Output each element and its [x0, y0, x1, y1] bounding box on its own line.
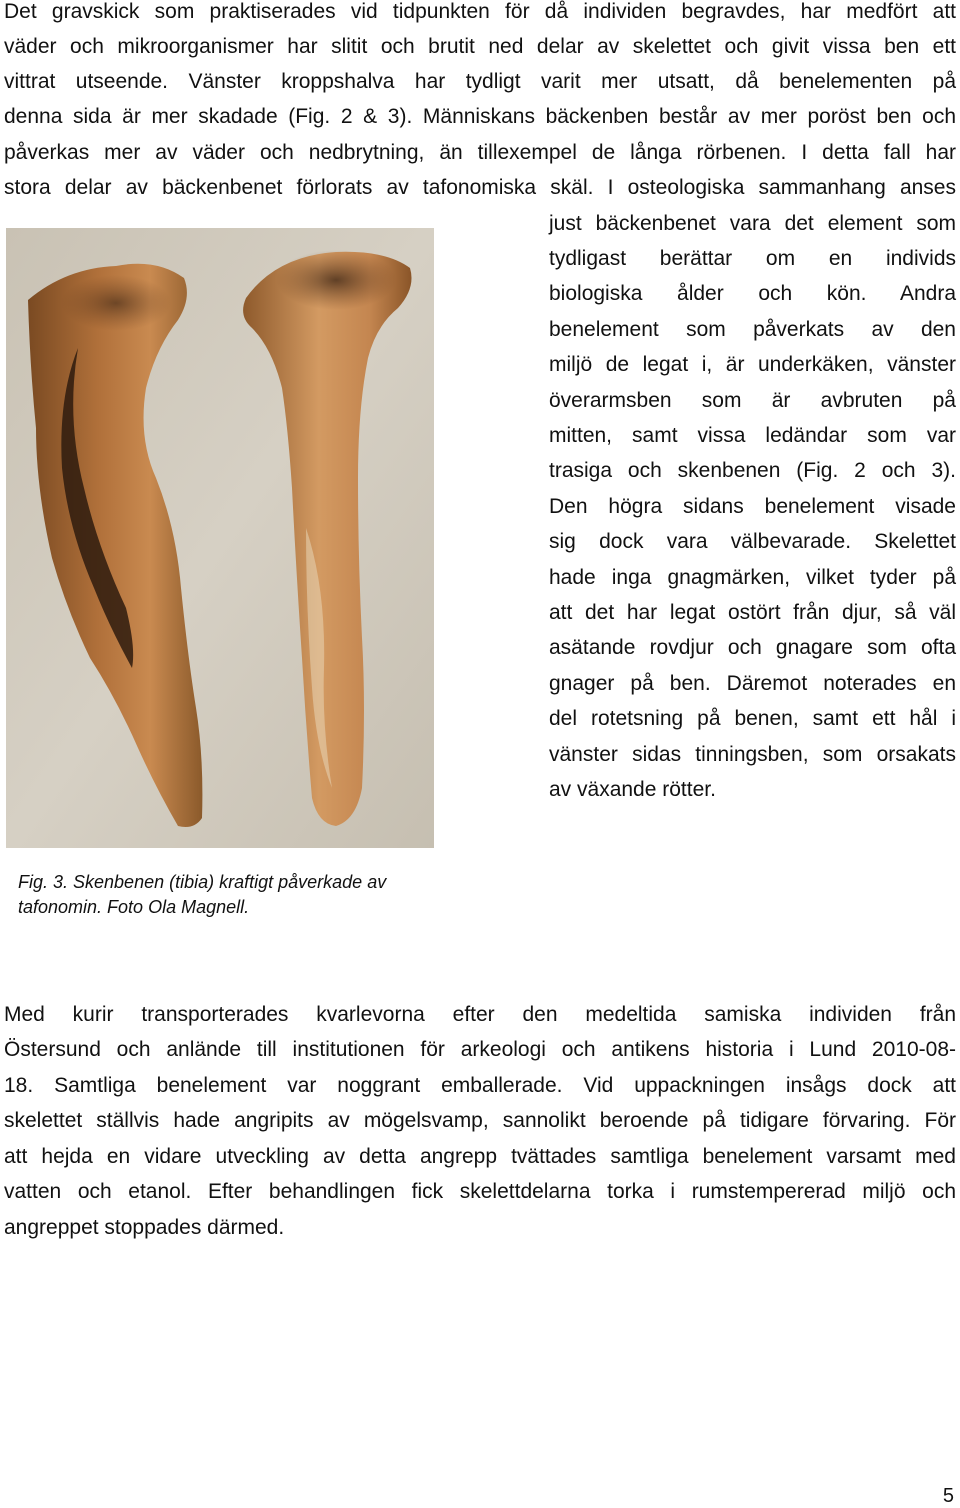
page-number: 5	[942, 1485, 954, 1507]
paragraph-2-line-7: angreppet stoppades därmed.	[4, 1216, 285, 1239]
paragraph-1-line-10: benelement som påverkats av den	[549, 318, 956, 341]
figure-caption-line-2: tafonomin. Foto Ola Magnell.	[18, 897, 250, 917]
paragraph-1-line-12: överarmsben som är avbruten på	[549, 389, 956, 412]
paragraph-1-line-15: Den högra sidans benelement visade	[549, 495, 956, 518]
paragraph-1-line-2: väder och mikroorganismer har slitit och brutit ned delar av skelettet och givit vissa ben ett	[4, 35, 956, 58]
paragraph-1-line-13: mitten, samt vissa ledändar som var	[549, 424, 956, 447]
paragraph-1-line-5: påverkas mer av väder och nedbrytning, än tillexempel de långa rörbenen. I detta fall har	[4, 141, 956, 164]
paragraph-1-line-21: del rotetsning på benen, samt ett hål i	[549, 707, 956, 730]
figure-caption-line-1: Fig. 3. Skenbenen (tibia) kraftigt påverkade av	[18, 872, 387, 892]
paragraph-1-line-22: vänster sidas tinningsben, som orsakats	[549, 743, 956, 766]
paragraph-2-line-6: vatten och etanol. Efter behandlingen fick skelettdelarna torka i rumstempererad miljö och	[4, 1180, 956, 1203]
paragraph-1-line-9: biologiska ålder och kön. Andra	[549, 282, 956, 305]
paragraph-1-line-17: hade inga gnagmärken, vilket tyder på	[549, 566, 956, 589]
paragraph-1-line-16: sig dock vara välbevarade. Skelettet	[549, 530, 956, 553]
paragraph-1-line-23: av växande rötter.	[549, 778, 716, 801]
tibia-photo	[6, 228, 434, 848]
paragraph-1-line-7: just bäckenbenet vara det element som	[549, 212, 956, 235]
paragraph-1-line-3: vittrat utseende. Vänster kroppshalva har tydligt varit mer utsatt, då benelementen på	[4, 70, 956, 93]
paragraph-2-line-5: att hejda en vidare utveckling av detta angrepp tvättades samtliga benelement varsamt med	[4, 1145, 956, 1168]
paragraph-1-line-20: gnager på ben. Däremot noterades en	[549, 672, 956, 695]
paragraph-1-line-1: Det gravskick som praktiserades vid tidpunkten för då individen begravdes, har medfört att	[4, 0, 956, 23]
paragraph-1-line-18: att det har legat ostört från djur, så väl	[549, 601, 956, 624]
paragraph-1-line-19: asätande rovdjur och gnagare som ofta	[549, 636, 956, 659]
paragraph-1-line-8: tydligast berättar om en individs	[549, 247, 956, 270]
paragraph-2-line-2: Östersund och anlände till institutionen för arkeologi och antikens historia i Lund 2010-08-	[4, 1038, 956, 1061]
paragraph-1-line-11: miljö de legat i, är underkäken, vänster	[549, 353, 956, 376]
paragraph-1-line-6: stora delar av bäckenbenet förlorats av tafonomiska skäl. I osteologiska sammanhang anses	[4, 176, 956, 199]
paragraph-2-line-1: Med kurir transporterades kvarlevorna efter den medeltida samiska individen från	[4, 1003, 956, 1026]
paragraph-2-line-3: 18. Samtliga benelement var noggrant emballerade. Vid uppackningen insågs dock att	[4, 1074, 956, 1097]
paragraph-1-line-4: denna sida är mer skadade (Fig. 2 & 3). Människans bäckenben består av mer poröst ben och	[4, 105, 956, 128]
paragraph-1-line-14: trasiga och skenbenen (Fig. 2 och 3).	[549, 459, 956, 482]
paragraph-2-line-4: skelettet ställvis hade angripits av mögelsvamp, sannolikt beroende på tidigare förvaring. För	[4, 1109, 956, 1132]
